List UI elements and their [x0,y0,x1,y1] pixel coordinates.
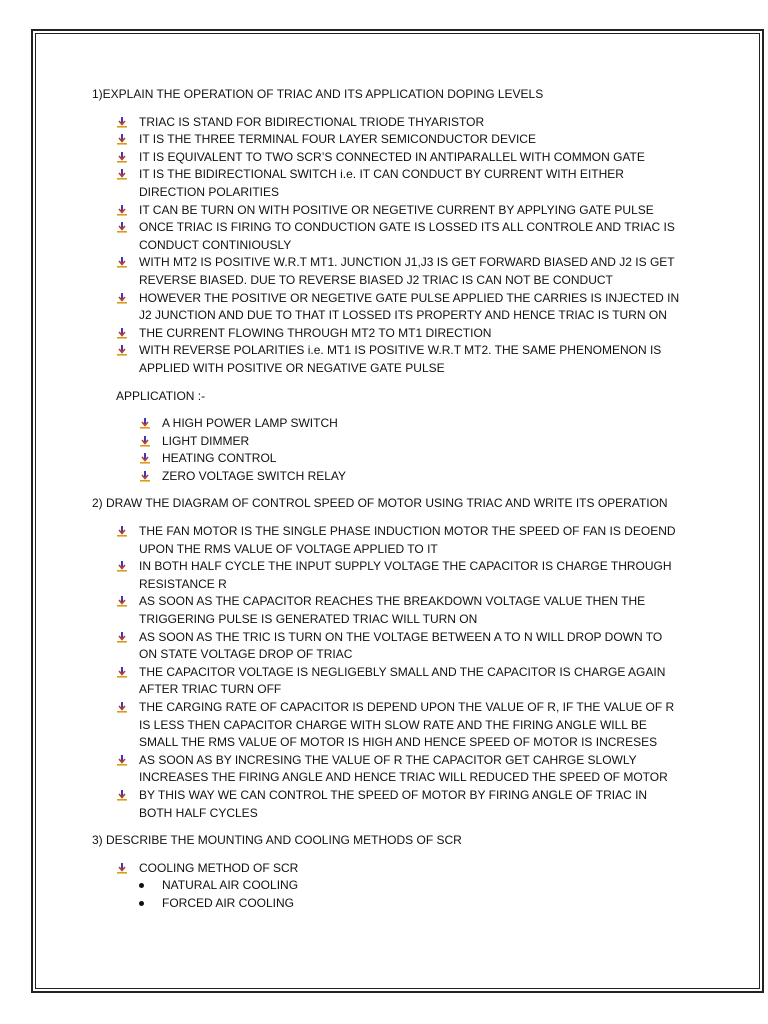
list-item: NATURAL AIR COOLING [115,877,682,895]
tick-arrow-icon [116,221,128,233]
list-item: AS SOON AS BY INCRESING THE VALUE OF R THE CAPACITOR GET CAHRGE SLOWLY INCREASES THE FIRING ANGLE AND HENCE TRIAC WILL REDUCED THE SPEED OF MOTOR [92,752,682,787]
list-item: HOWEVER THE POSITIVE OR NEGETIVE GATE PULSE APPLIED THE CARRIES IS INJECTED IN J2 JUNCTION AND DUE TO THAT IT LOSSED ITS PROPERTY AND HENCE TRIAC IS TURN ON [92,290,682,325]
tick-arrow-icon [116,133,128,145]
list-item: AS SOON AS THE CAPACITOR REACHES THE BREAKDOWN VOLTAGE VALUE THEN THE TRIGGERING PULSE IS GENERATED TRIAC WILL TURN ON [92,593,682,628]
tick-arrow-icon [116,789,128,801]
tick-arrow-icon [116,327,128,339]
list-item: LIGHT DIMMER [92,433,682,451]
bullet-dot-icon [139,883,144,888]
tick-arrow-icon [139,452,151,464]
list-item: FORCED AIR COOLING [115,895,682,913]
tick-arrow-icon [116,595,128,607]
tick-arrow-icon [116,204,128,216]
list-item: COOLING METHOD OF SCR [92,860,682,878]
tick-arrow-icon [139,417,151,429]
tick-arrow-icon [139,435,151,447]
list-item: WITH MT2 IS POSITIVE W.R.T MT1. JUNCTION J1,J3 IS GET FORWARD BIASED AND J2 IS GET REVERSE BIASED. DUE TO REVERSE BIASED J2 TRIAC IS CAN NOT BE CONDUCT [92,254,682,289]
list-item: BY THIS WAY WE CAN CONTROL THE SPEED OF MOTOR BY FIRING ANGLE OF TRIAC IN BOTH HALF CYCLES [92,787,682,822]
tick-arrow-icon [116,560,128,572]
list-item: HEATING CONTROL [92,450,682,468]
list-item: IN BOTH HALF CYCLE THE INPUT SUPPLY VOLTAGE THE CAPACITOR IS CHARGE THROUGH RESISTANCE R [92,558,682,593]
cooling-methods-list [115,877,682,912]
list-item: A HIGH POWER LAMP SWITCH [92,415,682,433]
question-1-points [92,114,682,378]
list-item: ZERO VOLTAGE SWITCH RELAY [92,468,682,486]
list-item: THE CARGING RATE OF CAPACITOR IS DEPEND UPON THE VALUE OF R, IF THE VALUE OF R IS LESS THEN CAPACITOR CHARGE WITH SLOW RATE AND THE FIRING ANGLE WILL BE SMALL THE RMS VALUE OF MOTOR IS HIGH AND HENCE SPEED OF MOTOR IS INCRESES [92,699,682,752]
tick-arrow-icon [116,292,128,304]
tick-arrow-icon [116,754,128,766]
tick-arrow-icon [116,344,128,356]
tick-arrow-icon [116,862,128,874]
tick-arrow-icon [116,116,128,128]
list-item: THE FAN MOTOR IS THE SINGLE PHASE INDUCTION MOTOR THE SPEED OF FAN IS DEOEND UPON THE RMS VALUE OF VOLTAGE APPLIED TO IT [92,523,682,558]
tick-arrow-icon [116,701,128,713]
application-list [92,415,682,485]
tick-arrow-icon [116,168,128,180]
tick-arrow-icon [139,470,151,482]
question-3-heading: 3) DESCRIBE THE MOUNTING AND COOLING METHODS OF SCR [92,833,462,848]
tick-arrow-icon [116,151,128,163]
tick-arrow-icon [116,256,128,268]
list-item: IT IS THE THREE TERMINAL FOUR LAYER SEMICONDUCTOR DEVICE [92,131,682,149]
application-heading: APPLICATION :- [116,388,206,403]
tick-arrow-icon [116,525,128,537]
list-item: WITH REVERSE POLARITIES i.e. MT1 IS POSITIVE W.R.T MT2. THE SAME PHENOMENON IS APPLIED WITH POSITIVE OR NEGATIVE GATE PULSE [92,342,682,377]
list-item: IT CAN BE TURN ON WITH POSITIVE OR NEGETIVE CURRENT BY APPLYING GATE PULSE [92,202,682,220]
question-1-heading: 1)EXPLAIN THE OPERATION OF TRIAC AND ITS APPLICATION DOPING LEVELS [92,87,544,101]
tick-arrow-icon [116,666,128,678]
question-3-points [92,860,682,878]
list-item: ONCE TRIAC IS FIRING TO CONDUCTION GATE IS LOSSED ITS ALL CONTROLE AND TRIAC IS CONDUCT CONTINIOUSLY [92,219,682,254]
question-2-heading: 2) DRAW THE DIAGRAM OF CONTROL SPEED OF MOTOR USING TRIAC AND WRITE ITS OPERATION [92,496,668,511]
list-item: IT IS THE BIDIRECTIONAL SWITCH i.e. IT CAN CONDUCT BY CURRENT WITH EITHER DIRECTION POLARITIES [92,166,682,201]
bullet-dot-icon [139,901,144,906]
list-item: TRIAC IS STAND FOR BIDIRECTIONAL TRIODE THYARISTOR [92,114,682,132]
question-2-points [92,523,682,822]
tick-arrow-icon [116,631,128,643]
list-item: AS SOON AS THE TRIC IS TURN ON THE VOLTAGE BETWEEN A TO N WILL DROP DOWN TO ON STATE VOLTAGE DROP OF TRIAC [92,629,682,664]
list-item: THE CURRENT FLOWING THROUGH MT2 TO MT1 DIRECTION [92,325,682,343]
list-item: IT IS EQUIVALENT TO TWO SCR’S CONNECTED IN ANTIPARALLEL WITH COMMON GATE [92,149,682,167]
list-item: THE CAPACITOR VOLTAGE IS NEGLIGEBLY SMALL AND THE CAPACITOR IS CHARGE AGAIN AFTER TRIAC TURN OFF [92,664,682,699]
document-body [92,86,682,913]
